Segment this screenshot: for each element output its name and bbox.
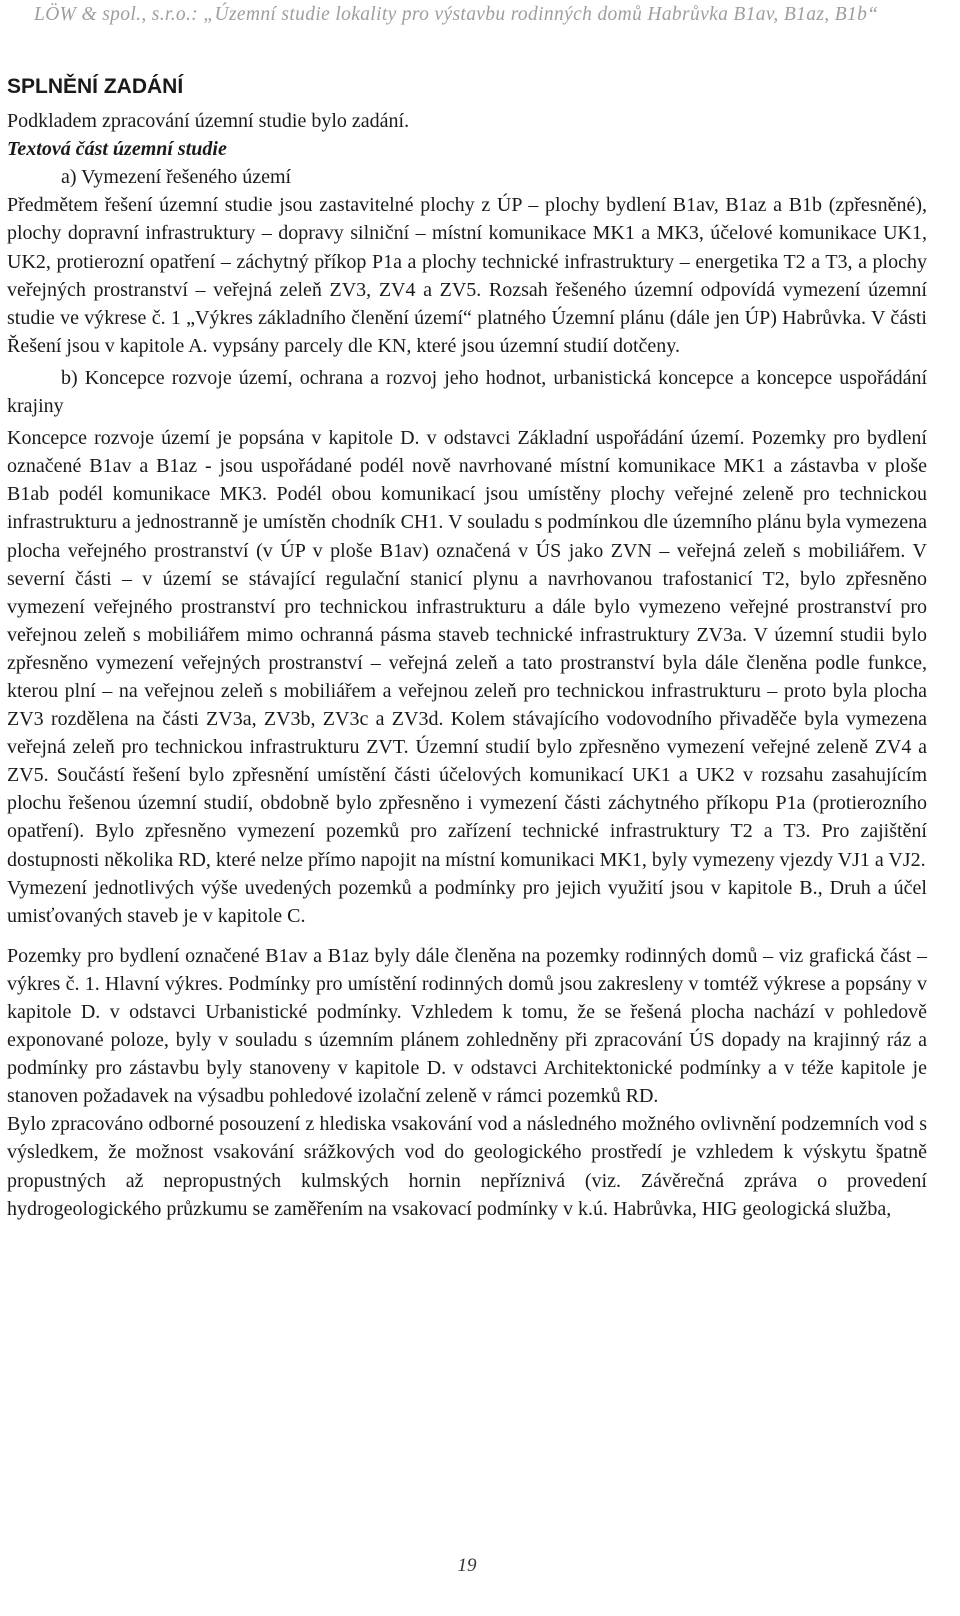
page-number: 19 — [457, 1555, 477, 1576]
section-subheading: Textová část územní studie — [7, 138, 227, 161]
subsection-a-paragraph: Předmětem řešení územní studie jsou zastavitelné plochy z ÚP – plochy bydlení B1av, B1az a B1b (zpřesněné), plochy dopravní infrastruktury – dopravy silniční – místní komunikace MK1 a MK3, účelové komunikace UK1, UK2, protierozní opatření – záchytný příkop P1a a plochy technické infrastruktury – energetika T2 a T3, a plochy veřejných prostranství – veřejná zeleň ZV3, ZV4 a ZV5. Rozsah řešeného územní odpovídá vymezení územní studie ve výkrese č. 1 „Výkres základního členění území“ platného Územní plánu (dále jen ÚP) Habrůvka. V části Řešení jsou v kapitole A. vypsány parcely dle KN, které jsou územní studií dotčeny. — [7, 194, 927, 357]
subsection-b-paragraph-1: Koncepce rozvoje území je popsána v kapitole D. v odstavci Základní uspořádání území. Pozemky pro bydlení označené B1av a B1az - jsou uspořádané podél nově navrhované místní komunikace MK1 a zástavba v ploše B1ab podél komunikace MK3. Podél obou komunikací jsou umístěny plochy veřejné zeleně pro technickou infrastrukturu a jednostranně je umístěn chodník CH1. V souladu s podmínkou dle územního plánu byla vymezena plocha veřejného prostranství (v ÚP v ploše B1av) označená v ÚS jako ZVN – veřejná zeleň s mobiliářem. V severní části – v území se stávající regulační stanicí plynu a navrhovanou trafostanicí T2, bylo zpřesněno vymezení veřejného prostranství pro technickou infrastrukturu a dále bylo vymezeno veřejné prostranství pro veřejnou zeleň s mobiliářem mimo ochranná pásma staveb technické infrastruktury ZV3a. V územní studii bylo zpřesněno vymezení veřejných prostranství – veřejná zeleň a tato prostranství byla dále členěna podle funkce, kterou plní – na veřejnou zeleň s mobiliářem a veřejnou zeleň pro technickou infrastrukturu – proto byla plocha ZV3 rozdělena na části ZV3a, ZV3b, ZV3c a ZV3d. Kolem stávajícího vodovodního přivaděče byla vymezena veřejná zeleň pro technickou infrastrukturu ZVT. Územní studií bylo zpřesněno vymezení veřejné zeleně ZV4 a ZV5. Součástí řešení bylo zpřesnění umístění části účelových komunikací UK1 a UK2 v rozsahu zasahujícím plochu řešenou územní studií, obdobně bylo zpřesněno i vymezení části záchytného příkopu P1a (protierozního opatření). Bylo zpřesněno vymezení pozemků pro zařízení technické infrastruktury T2 a T3. Pro zajištění dostupnosti několika RD, které nelze přímo napojit na místní komunikaci MK1, byly vymezeny vjezdy VJ1 a VJ2. — [7, 427, 927, 871]
section-title: SPLNĚNÍ ZADÁNÍ — [7, 75, 184, 98]
subsection-b-paragraph-4: Bylo zpracováno odborné posouzení z hlediska vsakování vod a následného možného ovlivnění podzemních vod s výsledkem, že možnost vsakování srážkových vod do geologického prostředí je vzhledem k výskytu špatně propustných až nepropustných kulmských hornin nepříznivá (viz. Závěrečná zpráva o provedení hydrogeologického průzkumu se zaměřením na vsakovací podmínky v k.ú. Habrůvka, HIG geologická služba, — [7, 1113, 927, 1220]
running-header: LÖW & spol., s.r.o.: „Územní studie lokality pro výstavbu rodinných domů Habrůvka B1av, B1az, B1b“ — [34, 4, 879, 25]
document-body — [7, 73, 927, 1223]
subsection-b-paragraph-2: Vymezení jednotlivých výše uvedených pozemků a podmínky pro jejich využití jsou v kapitole B., Druh a účel umisťovaných staveb je v kapitole C. — [7, 876, 927, 927]
subsection-b-heading: b) Koncepce rozvoje území, ochrana a rozvoj jeho hodnot, urbanistická koncepce a koncepce uspořádání krajiny — [7, 366, 927, 418]
intro-text: Podkladem zpracování územní studie bylo zadání. — [7, 110, 410, 133]
subsection-b-paragraph-3: Pozemky pro bydlení označené B1av a B1az byly dále členěna na pozemky rodinných domů – viz grafická část – výkres č. 1. Hlavní výkres. Podmínky pro umístění rodinných domů jsou zakresleny v tomtéž výkrese a popsány v kapitole D. v odstavci Urbanistické podmínky. Vzhledem k tomu, že se řešená plocha nachází v pohledově exponované poloze, byly v souladu s územním plánem zohledněny při zpracování ÚS dopady na krajinný ráz a podmínky pro zástavbu byly stanoveny v kapitole D. v odstavci Architektonické podmínky a v téže kapitole je stanoven požadavek na výsadbu pohledové izolační zeleně v rámci pozemků RD. — [7, 944, 927, 1108]
subsection-a-heading: a) Vymezení řešeného území — [61, 166, 292, 189]
